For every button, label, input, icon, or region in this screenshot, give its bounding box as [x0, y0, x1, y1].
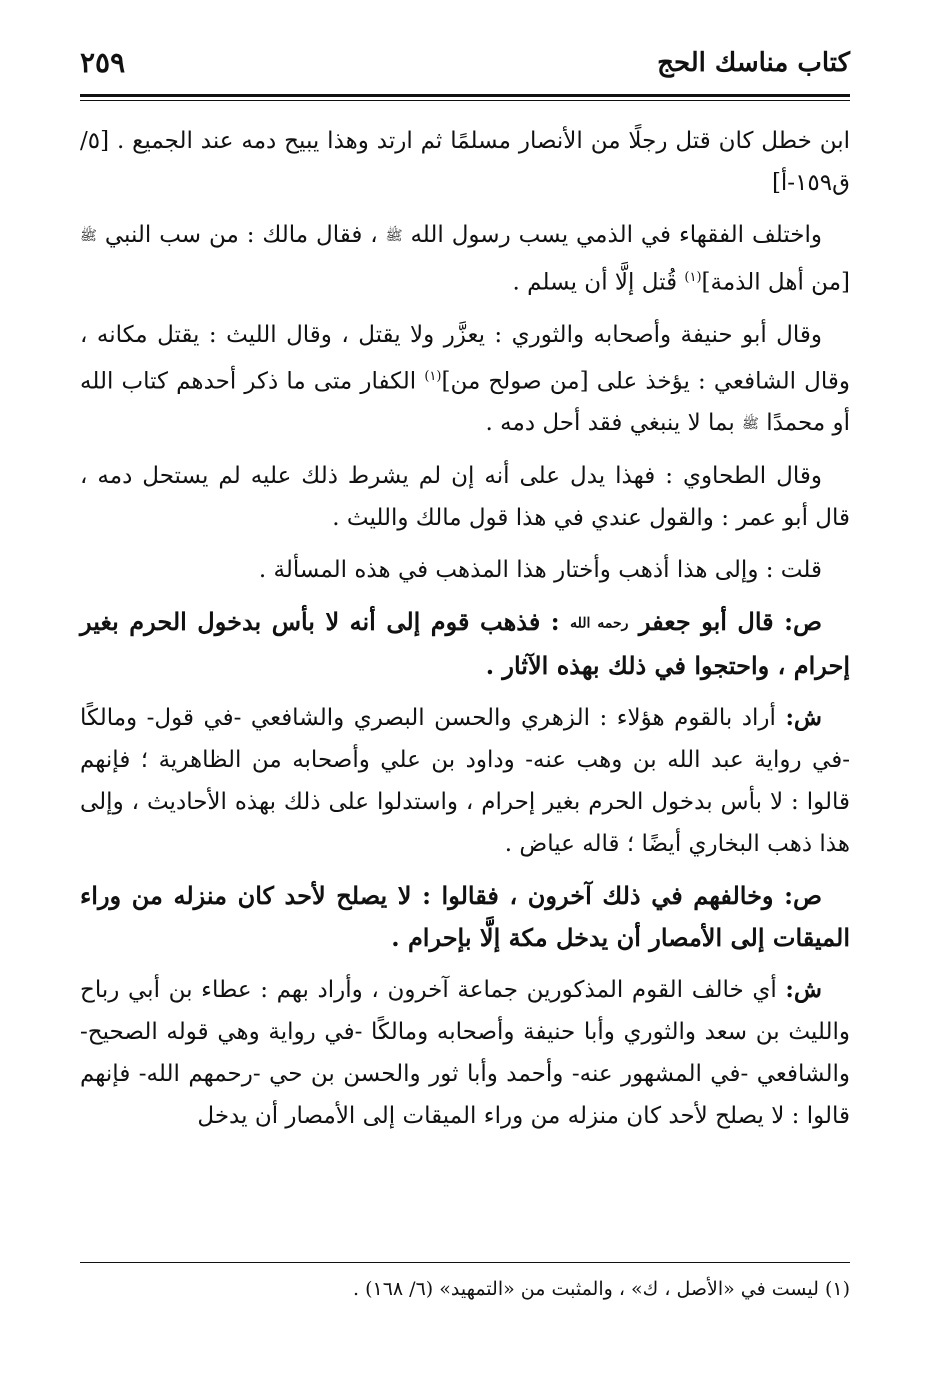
header-rule-thin: [80, 100, 850, 101]
paragraph-text: أراد بالقوم هؤلاء : الزهري والحسن البصري والشافعي -في قول- ومالكًا -في رواية عبد الله بن وهب عنه- وداود بن علي وأصحابه من الظاهرية ؛ فإنهم قالوا : لا بأس بدخول الحرم بغير إحرام ، واستدلوا على ذلك بهذه الأحاديث ، وإلى هذا ذهب البخاري أيضًا ؛ قاله عياض .: [80, 704, 850, 857]
paragraph-text: وقال أبو حنيفة وأصحابه والثوري : يعزَّر ولا يقتل ، وقال الليث : يقتل مكانه ، وقال الشافعي : يؤخذ على [من صولح من]: [80, 321, 850, 395]
honorific-glyph: ﷺ: [385, 228, 403, 244]
running-title: كتاب مناسك الحج: [657, 48, 850, 78]
footnote-rule: [80, 1262, 850, 1263]
sharh-paragraph: [80, 697, 850, 865]
page-number: ٢٥٩: [80, 46, 126, 79]
page-header: [80, 40, 850, 90]
paragraph-text: : فذهب قوم إلى أنه لا بأس بدخول الحرم بغير إحرام ، واحتجوا في ذلك بهذه الآثار .: [80, 607, 850, 680]
footnote: [80, 1274, 850, 1304]
paragraph-text: [من أهل الذمة]: [701, 269, 850, 296]
header-rule: [80, 94, 850, 97]
matn-label: ص:: [784, 607, 823, 637]
paragraph-text: الكفار متى ما ذكر أحدهم كتاب الله أو محمدًا: [80, 368, 850, 437]
footnote-reference: (١): [424, 368, 442, 384]
sharh-paragraph: [80, 969, 850, 1137]
sharh-label: ش:: [785, 975, 822, 1003]
main-text: [80, 120, 850, 1147]
honorific-glyph: ﷺ: [742, 416, 759, 433]
honorific-glyph: رحمه الله: [570, 615, 629, 632]
matn-label: ص:: [784, 880, 822, 910]
paragraph: [80, 455, 850, 539]
paragraph-text: قال أبو جعفر: [638, 607, 774, 637]
matn-paragraph: [80, 875, 850, 959]
paragraph-text: بما لا ينبغي فقد أحل دمه .: [485, 410, 735, 437]
footnote-reference: (١): [684, 270, 702, 285]
paragraph-text: وخالفهم في ذلك آخرون ، فقالوا : لا يصلح لأحد كان منزله من وراء الميقات إلى الأمصار أن يدخل مكة إلَّا بإحرام .: [80, 880, 850, 952]
footnote-text: (١) ليست في «الأصل ، ك» ، والمثبت من «التمهيد» (٦/ ١٦٨) .: [352, 1278, 850, 1300]
paragraph-text: ابن خطل كان قتل رجلًا من الأنصار مسلمًا ثم ارتد وهذا يبيح دمه عند الجميع . [٥/ ق١٥٩-أ]: [80, 128, 850, 196]
paragraph-text: وقال الطحاوي : فهذا يدل على أنه إن لم يشرط ذلك عليه لم يستحل دمه ، قال أبو عمر : والقول عندي في هذا قول مالك والليث .: [80, 463, 850, 532]
sharh-label: ش:: [785, 703, 823, 731]
paragraph-text: قلت : وإلى هذا أذهب وأختار هذا المذهب في هذه المسألة .: [258, 557, 822, 584]
honorific-glyph: ﷺ: [80, 228, 97, 244]
paragraph-text: واختلف الفقهاء في الذمي يسب رسول الله: [410, 222, 823, 248]
paragraph-text: قُتل إلَّا أن يسلم .: [512, 269, 678, 296]
book-page: [80, 40, 850, 1340]
paragraph-text: ، فقال مالك : من سب النبي: [104, 222, 378, 248]
paragraph: [80, 549, 850, 591]
paragraph: [80, 314, 850, 446]
paragraph: [80, 214, 850, 304]
matn-paragraph: [80, 601, 850, 687]
paragraph-text: أي خالف القوم المذكورين جماعة آخرون ، وأراد بهم : عطاء بن أبي رباح والليث بن سعد والثوري وأبا حنيفة وأصحابه ومالكًا -في رواية وهي قوله الصحيح- والشافعي -في المشهور عنه- وأحمد وأبا ثور والحسن بن حي -رحمهم الله- فإنهم قالوا : لا يصلح لأحد كان منزله من وراء الميقات إلى الأمصار أن يدخل: [80, 976, 850, 1129]
paragraph: [80, 120, 850, 204]
